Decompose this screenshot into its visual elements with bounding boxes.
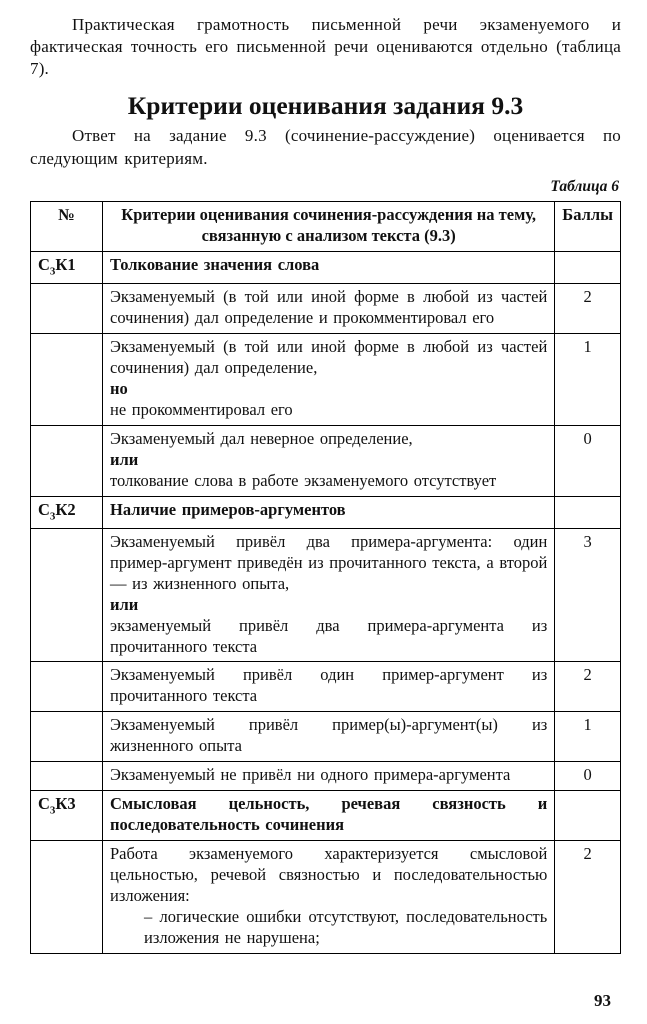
criterion-row xyxy=(31,762,621,791)
criterion-group-row xyxy=(31,251,621,283)
criterion-code-cell: $С_3К2$ xyxy=(31,496,103,528)
criterion-line: толкование слова в работе экзаменуемого отсутствует xyxy=(110,470,497,490)
criterion-line: экзаменуемый привёл два примера-аргумента из прочитанного текста xyxy=(110,615,548,656)
criterion-code-cell xyxy=(31,528,103,662)
criterion-row xyxy=(31,712,621,762)
points-cell: 0 xyxy=(555,425,621,496)
lead-paragraph: Ответ на задание 9.3 (сочинение-рассуждение) оценивается по следующим критериям. xyxy=(30,126,621,168)
group-title-text: Смысловая цельность, речевая связность и последовательность сочинения xyxy=(110,794,548,835)
page-number: 93 xyxy=(594,990,611,1010)
criterion-line: Работа экзаменуемого характеризуется смысловой цельностью, речевой связностью и последовательностью изложения: xyxy=(110,844,548,906)
criterion-line: Экзаменуемый не привёл ни одного примера-аргумента xyxy=(110,765,511,785)
criterion-code-cell xyxy=(31,662,103,712)
criteria-table xyxy=(30,201,621,954)
criterion-row xyxy=(31,841,621,954)
group-title-text: Наличие примеров-аргументов xyxy=(110,499,346,519)
criterion-text xyxy=(103,712,555,762)
criterion-row xyxy=(31,333,621,425)
criterion-group-title xyxy=(103,251,555,283)
criterion-line: Экзаменуемый привёл пример(ы)-аргумент(ы) из жизненного опыта xyxy=(110,715,548,756)
criterion-line: Экзаменуемый дал неверное определение, xyxy=(110,428,413,448)
criterion-line: или xyxy=(110,449,139,469)
criteria-table-head xyxy=(31,201,621,251)
points-cell: 2 xyxy=(555,841,621,954)
header-criteria: Критерии оценивания сочинения-рассуждения на тему, связанную с анализом текста (9.3) xyxy=(103,201,555,251)
points-cell xyxy=(555,251,621,283)
points-cell: 0 xyxy=(555,762,621,791)
criterion-code-cell xyxy=(31,841,103,954)
criterion-line: Экзаменуемый (в той или иной форме в любой из частей сочинения) дал определение и прокомментировал его xyxy=(110,286,548,327)
criterion-text xyxy=(103,528,555,662)
criterion-code-cell xyxy=(31,333,103,425)
criteria-table-body xyxy=(31,251,621,953)
criterion-group-row xyxy=(31,496,621,528)
header-points: Баллы xyxy=(555,201,621,251)
criterion-row xyxy=(31,662,621,712)
section-heading: Критерии оценивания задания 9.3 xyxy=(127,91,524,121)
table-header-row xyxy=(31,201,621,251)
group-title-text: Толкование значения слова xyxy=(110,254,320,274)
criterion-text xyxy=(103,333,555,425)
criterion-text xyxy=(103,662,555,712)
points-cell xyxy=(555,791,621,841)
criterion-line: – логические ошибки отсутствуют, последовательность изложения не нарушена; xyxy=(144,907,548,947)
header-number: № xyxy=(31,201,103,251)
criterion-group-title xyxy=(103,496,555,528)
criterion-line: не прокомментировал его xyxy=(110,399,293,419)
criterion-text xyxy=(103,841,555,954)
criterion-code-cell xyxy=(31,762,103,791)
criterion-code-cell xyxy=(31,712,103,762)
criterion-group-title xyxy=(103,791,555,841)
points-cell: 2 xyxy=(555,283,621,333)
criterion-row xyxy=(31,425,621,496)
points-cell xyxy=(555,496,621,528)
criterion-code-cell: $С_3К3$ xyxy=(31,791,103,841)
criterion-group-row xyxy=(31,791,621,841)
criterion-code-cell: $С_3К1$ xyxy=(31,251,103,283)
criterion-text xyxy=(103,283,555,333)
criterion-text xyxy=(103,425,555,496)
points-cell: 3 xyxy=(555,528,621,662)
criterion-row xyxy=(31,283,621,333)
points-cell: 1 xyxy=(555,333,621,425)
points-cell: 2 xyxy=(555,662,621,712)
criterion-code-cell xyxy=(31,425,103,496)
intro-paragraph: Практическая грамотность письменной речи экзаменуемого и фактическая точность его письменной речи оцениваются отдельно (таблица 7). xyxy=(30,15,621,79)
points-cell: 1 xyxy=(555,712,621,762)
criterion-line: Экзаменуемый привёл два примера-аргумента: один пример-аргумент приведён из прочитанного текста, а второй — из жизненного опыта, xyxy=(110,531,548,593)
criterion-code-cell xyxy=(31,283,103,333)
criterion-line: Экзаменуемый (в той или иной форме в любой из частей сочинения) дал определение, xyxy=(110,336,548,377)
criterion-line: но xyxy=(110,378,128,398)
criterion-text xyxy=(103,762,555,791)
criterion-line: Экзаменуемый привёл один пример-аргумент из прочитанного текста xyxy=(110,665,548,706)
table-caption: Таблица 6 xyxy=(550,177,619,195)
criterion-line: или xyxy=(110,594,139,614)
criterion-row xyxy=(31,528,621,662)
